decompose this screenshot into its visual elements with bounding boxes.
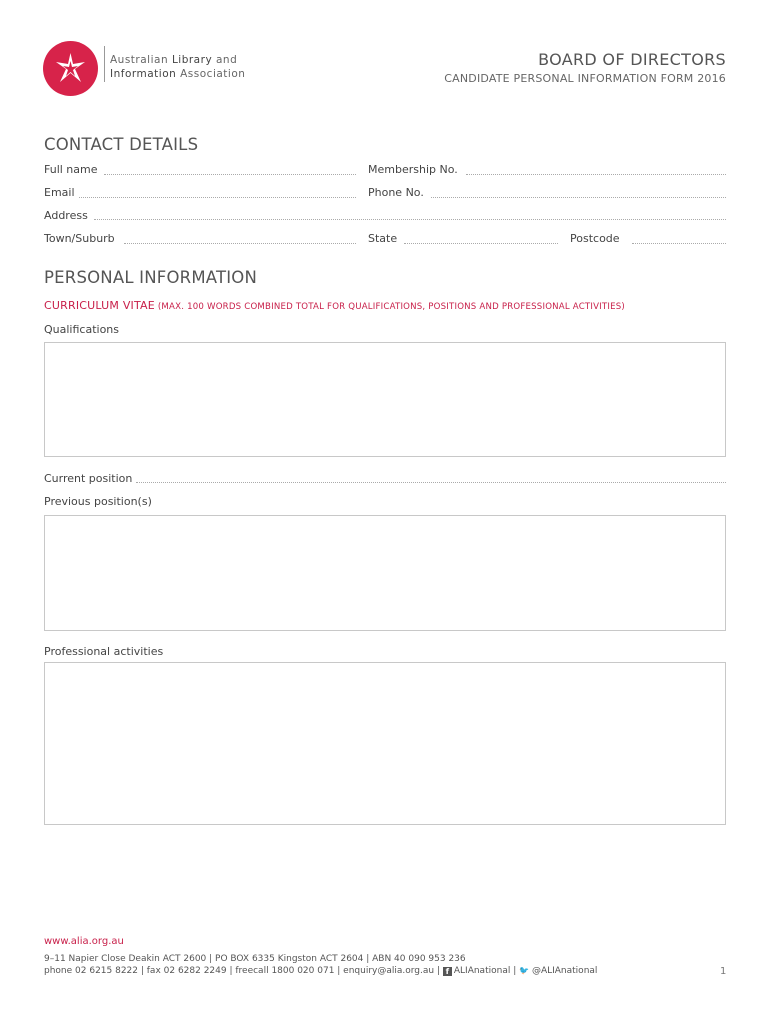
footer-address: 9–11 Napier Close Deakin ACT 2600 | PO BOX 6335 Kingston ACT 2604 | ABN 40 090 953 236 <box>44 954 466 964</box>
alia-logo <box>43 41 98 96</box>
phone-no-label: Phone No. <box>368 186 424 199</box>
cv-label: CURRICULUM VITAE <box>44 299 155 312</box>
membership-no-field[interactable] <box>466 174 726 175</box>
website-link[interactable]: www.alia.org.au <box>44 936 124 947</box>
postcode-field[interactable] <box>632 243 726 244</box>
org-name-part: Association <box>176 68 246 80</box>
qualifications-label: Qualifications <box>44 323 120 336</box>
state-label: State <box>368 232 398 245</box>
state-field[interactable] <box>404 243 558 244</box>
current-position-label: Current position <box>44 472 133 485</box>
phone-no-field[interactable] <box>431 197 726 198</box>
facebook-handle[interactable]: ALIAnational <box>453 966 511 976</box>
organisation-name <box>110 53 245 81</box>
org-name-part: Library <box>171 54 213 66</box>
contact-details-heading: CONTACT DETAILS <box>44 135 199 154</box>
previous-positions-textarea[interactable] <box>44 515 726 631</box>
email-field[interactable] <box>79 197 356 198</box>
document-subtitle: CANDIDATE PERSONAL INFORMATION FORM 2016 <box>444 72 726 85</box>
postcode-label: Postcode <box>570 232 620 245</box>
logo-divider <box>104 46 105 82</box>
address-label: Address <box>44 209 88 222</box>
footer-separator: | <box>510 966 520 976</box>
cv-word-limit-note: (MAX. 100 WORDS COMBINED TOTAL FOR QUALIFICATIONS, POSITIONS AND PROFESSIONAL ACTIVITIES) <box>154 302 625 312</box>
professional-activities-label: Professional activities <box>44 645 164 658</box>
email-label: Email <box>44 186 75 199</box>
twitter-handle[interactable]: @ALIAnational <box>531 966 598 976</box>
footer-contact-details: phone 02 6215 8222 | fax 02 6282 2249 | freecall 1800 020 071 | enquiry@alia.org.au | <box>44 966 440 976</box>
org-name-part: Australian <box>110 54 172 66</box>
town-suburb-field[interactable] <box>124 243 356 244</box>
full-name-field[interactable] <box>104 174 356 175</box>
twitter-icon: 🐦 <box>519 966 530 975</box>
star-logo-icon <box>54 52 87 85</box>
org-name-part: and <box>212 54 238 66</box>
document-title: BOARD OF DIRECTORS <box>538 50 726 69</box>
footer-contact <box>44 966 597 976</box>
membership-no-label: Membership No. <box>368 163 458 176</box>
current-position-field[interactable] <box>136 482 726 483</box>
qualifications-textarea[interactable] <box>44 342 726 457</box>
personal-information-heading: PERSONAL INFORMATION <box>44 268 258 287</box>
facebook-icon: f <box>443 967 452 976</box>
curriculum-vitae-heading <box>44 299 625 312</box>
town-suburb-label: Town/Suburb <box>44 232 115 245</box>
address-field[interactable] <box>94 219 726 220</box>
page-number: 1 <box>720 966 727 977</box>
professional-activities-textarea[interactable] <box>44 662 726 825</box>
full-name-label: Full name <box>44 163 98 176</box>
org-name-part: Information <box>110 68 177 80</box>
previous-positions-label: Previous position(s) <box>44 495 152 508</box>
